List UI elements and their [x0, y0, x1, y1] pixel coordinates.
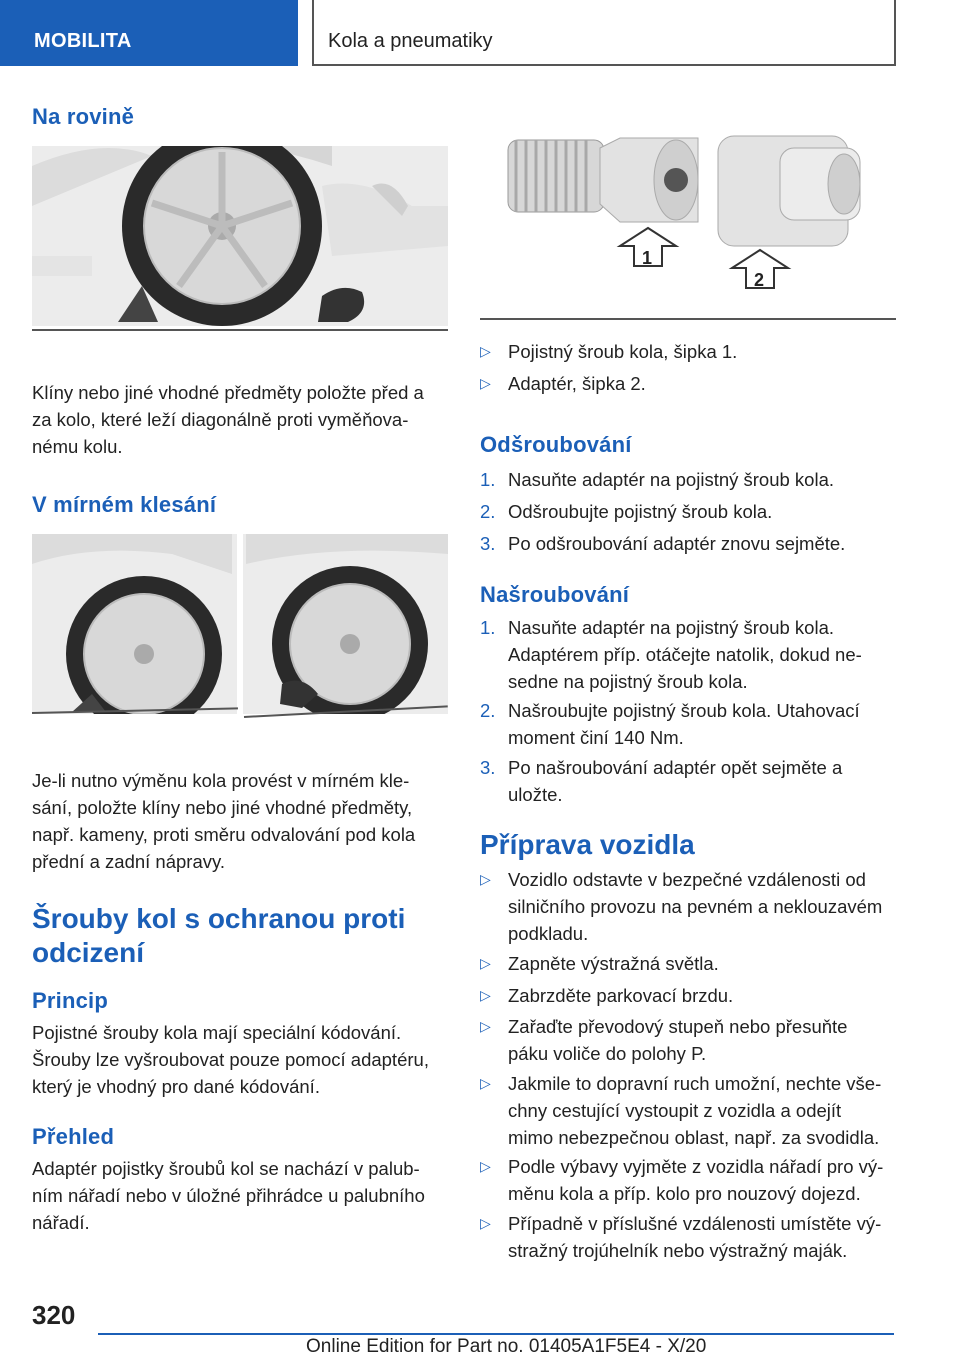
figure-wheel-flat: [32, 146, 448, 326]
page-header: [0, 0, 960, 66]
figure-locking-bolt: [480, 118, 896, 318]
arrow-label-2: 2: [754, 270, 765, 290]
triangle-bullet-icon: ▷: [480, 1018, 491, 1034]
arrow-label-1: 1: [642, 248, 653, 268]
triangle-bullet-icon: ▷: [480, 1158, 491, 1174]
heading-slope: V mírném klesání: [32, 492, 217, 517]
heading-flat: Na rovině: [32, 104, 135, 129]
triangle-bullet-icon: ▷: [480, 1215, 491, 1231]
heading-unscrew: Odšroubování: [480, 432, 632, 457]
triangle-bullet-icon: ▷: [480, 343, 491, 359]
figure-flat-baseline: [32, 329, 448, 331]
triangle-bullet-icon: ▷: [480, 987, 491, 1003]
heading-principle: Princip: [32, 988, 108, 1013]
triangle-bullet-icon: ▷: [480, 955, 491, 971]
locking-bolt-illustration: [480, 118, 896, 318]
paragraph-overview: Adaptér pojistky šroubů kol se nachází v palub- ním nářadí nebo v úložné přihrádce u palubního nářadí.: [32, 1158, 425, 1233]
wheel-flat-illustration: [32, 146, 448, 326]
page-number: 320: [32, 1300, 76, 1330]
chapter-tab: [312, 0, 896, 66]
triangle-bullet-icon: ▷: [480, 1075, 491, 1091]
footer-edition: Online Edition for Part no. 01405A1F5E4 - X/20: [306, 1336, 707, 1357]
paragraph-flat: Klíny nebo jiné vhodné předměty položte před a za kolo, které leží diagonálně proti vyměňova- nému kolu.: [32, 382, 424, 457]
section-tab: [0, 0, 298, 66]
figure-wheel-slope: [32, 534, 448, 714]
heading-wheel-bolts: Šrouby kol s ochranou proti odcizení: [32, 903, 406, 968]
triangle-bullet-icon: ▷: [480, 375, 491, 391]
section-title: MOBILITA: [34, 30, 132, 52]
footer-divider: [98, 1333, 894, 1335]
chapter-title: Kola a pneumatiky: [328, 30, 493, 52]
heading-overview: Přehled: [32, 1124, 115, 1149]
figure-bolt-baseline: [480, 318, 896, 320]
paragraph-slope: Je-li nutno výměnu kola provést v mírném kle- sání, položte klíny nebo jiné vhodné předměty, např. kameny, proti směru odvalování pod kola přední a zadní nápravy.: [32, 770, 416, 872]
wheel-slope-illustration: [32, 534, 448, 714]
heading-vehicle-prep: Příprava vozidla: [480, 829, 695, 860]
paragraph-principle: Pojistné šrouby kola mají speciální kódování. Šrouby lze vyšroubovat pouze pomocí adaptéru, který je vhodný pro dané kódování.: [32, 1022, 429, 1097]
heading-screw: Našroubování: [480, 582, 630, 607]
triangle-bullet-icon: ▷: [480, 871, 491, 887]
